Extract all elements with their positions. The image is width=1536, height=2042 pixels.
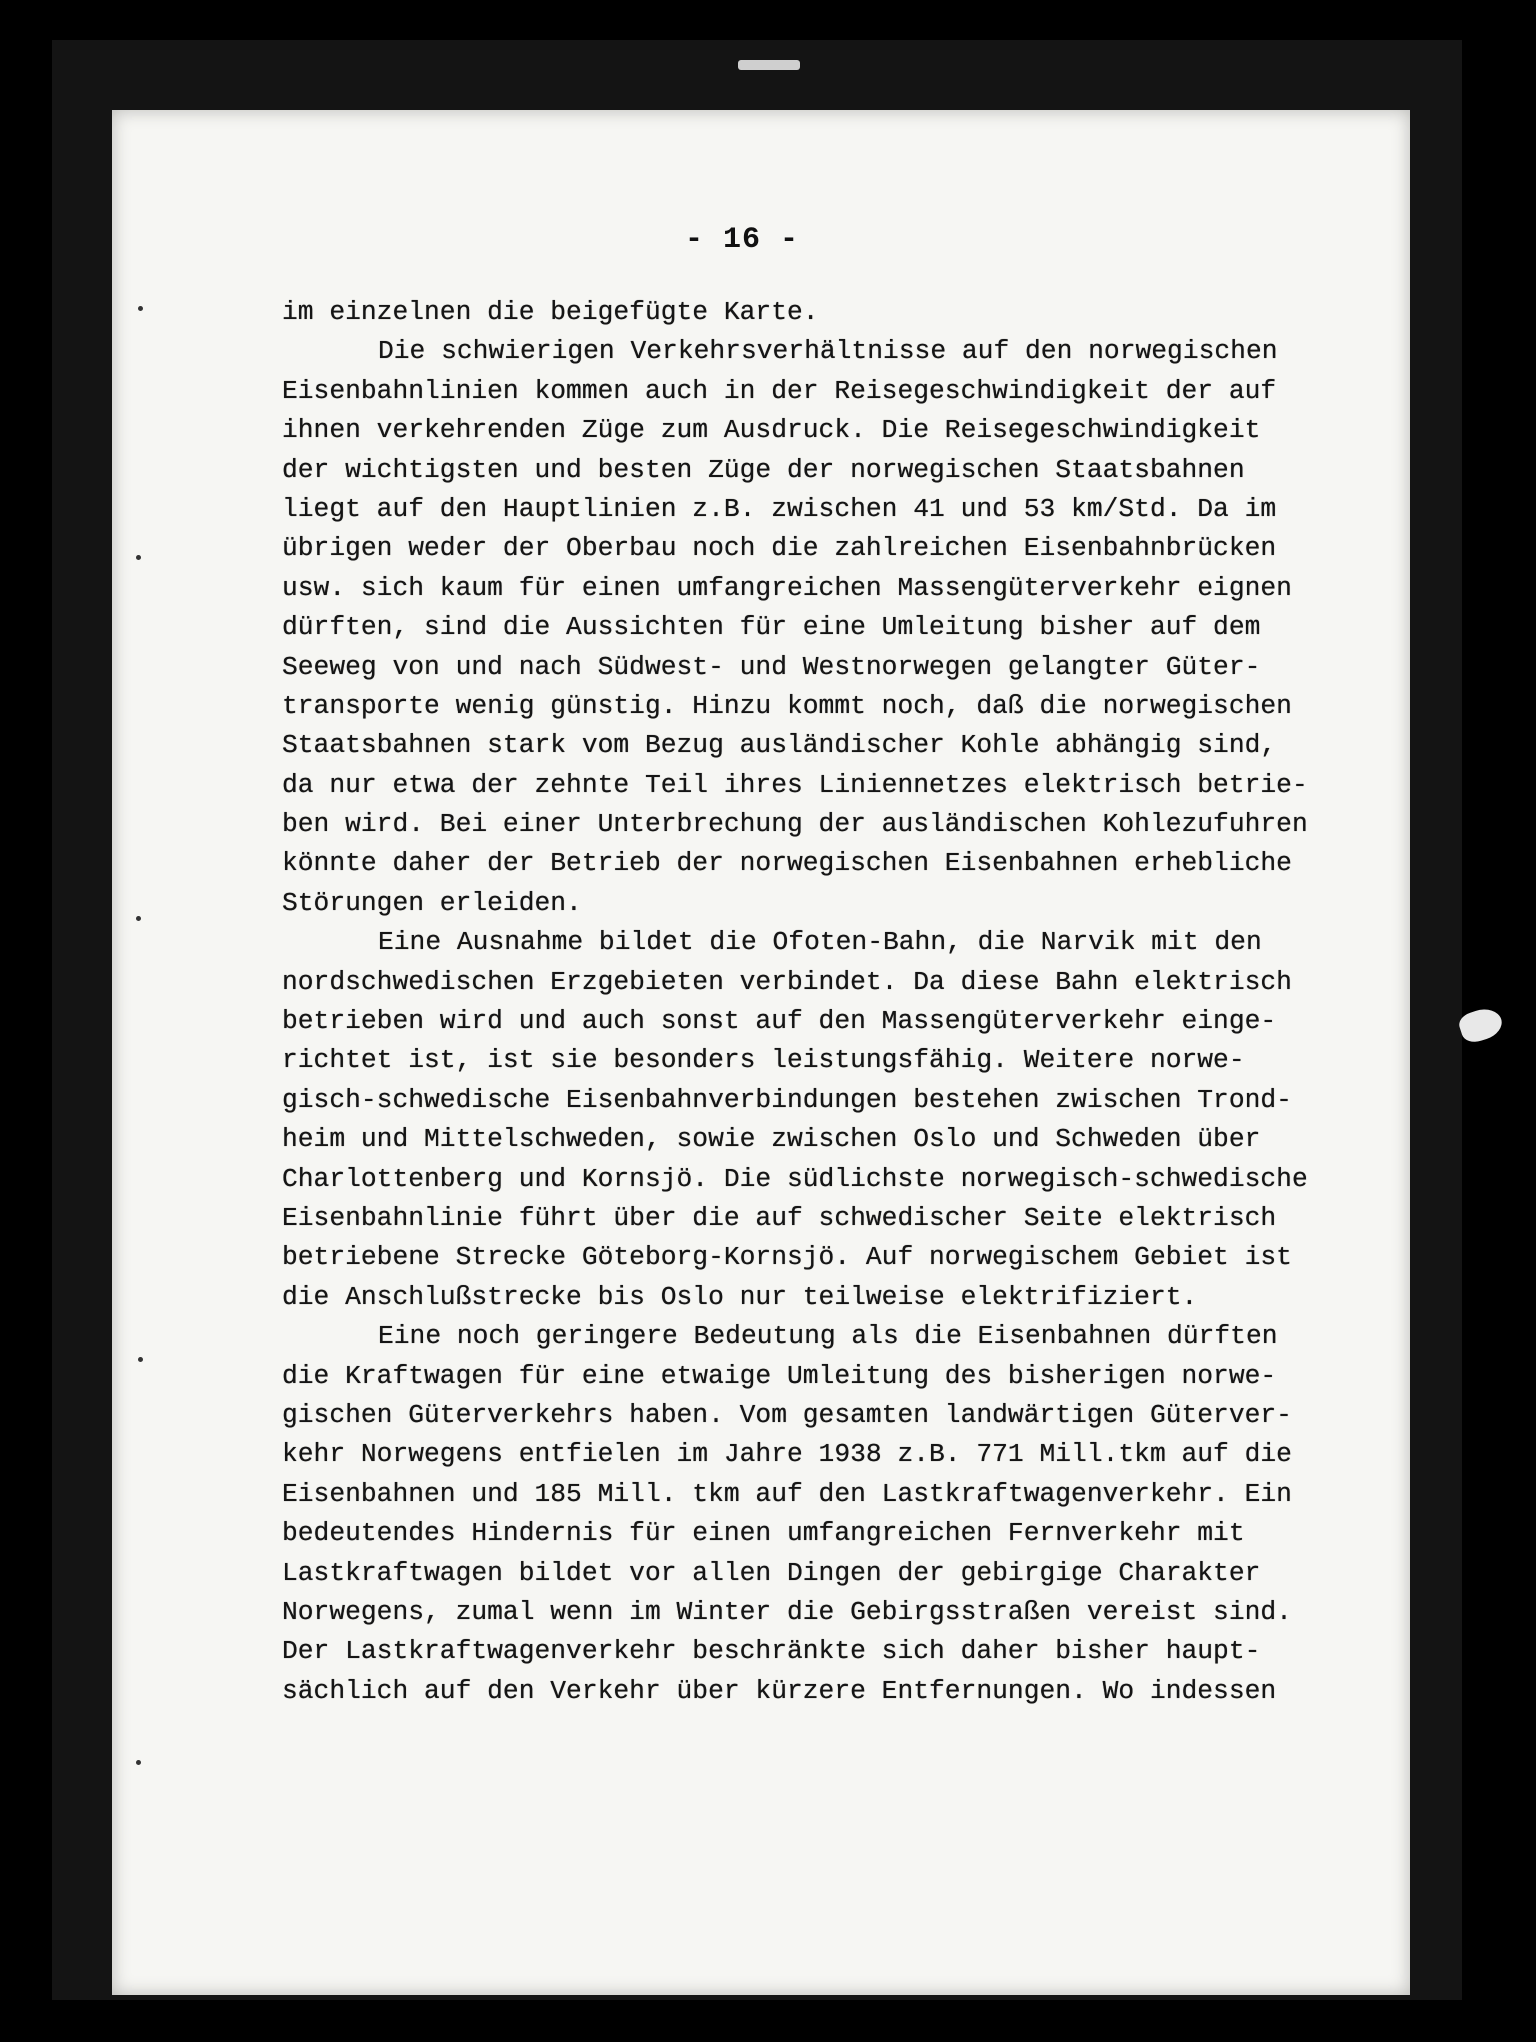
text-line: kehr Norwegens entfielen im Jahre 1938 z.B. 771 Mill.tkm auf die [282, 1439, 1292, 1470]
text-line: Die schwierigen Verkehrsverhältnisse auf den norwegischen [378, 336, 1278, 367]
film-mark [738, 60, 800, 70]
text-line: die Anschlußstrecke bis Oslo nur teilweise elektrifiziert. [282, 1281, 1198, 1312]
text-line: übrigen weder der Oberbau noch die zahlreichen Eisenbahnbrücken [282, 533, 1277, 564]
text-line: liegt auf den Hauptlinien z.B. zwischen 41 und 53 km/Std. Da im [282, 493, 1277, 524]
text-line: ihnen verkehrenden Züge zum Ausdruck. Die Reisegeschwindigkeit [282, 415, 1261, 446]
text-line: transporte wenig günstig. Hinzu kommt noch, daß die norwegischen [282, 690, 1292, 721]
text-line: Charlottenberg und Kornsjö. Die südlichste norwegisch-schwedische [282, 1163, 1308, 1194]
text-line: usw. sich kaum für einen umfangreichen Massengüterverkehr eignen [282, 572, 1292, 603]
text-line: Eisenbahnen und 185 Mill. tkm auf den Lastkraftwagenverkehr. Ein [282, 1478, 1292, 1509]
typed-page [112, 110, 1410, 1995]
text-line: die Kraftwagen für eine etwaige Umleitung des bisherigen norwe- [282, 1360, 1277, 1391]
text-line: richtet ist, ist sie besonders leistungsfähig. Weitere norwe- [282, 1045, 1245, 1076]
margin-speck [138, 306, 143, 311]
film-blemish [1456, 1004, 1505, 1046]
text-line: Norwegens, zumal wenn im Winter die Gebirgsstraßen vereist sind. [282, 1596, 1292, 1627]
margin-speck [138, 1357, 143, 1362]
margin-speck [136, 555, 141, 560]
text-line: Seeweg von und nach Südwest- und Westnorwegen gelangter Güter- [282, 651, 1261, 682]
text-line: bedeutendes Hindernis für einen umfangreichen Fernverkehr mit [282, 1518, 1245, 1549]
text-line: betrieben wird und auch sonst auf den Massengüterverkehr einge- [282, 1006, 1277, 1037]
text-line: sächlich auf den Verkehr über kürzere Entfernungen. Wo indessen [282, 1675, 1277, 1706]
text-line: da nur etwa der zehnte Teil ihres Liniennetzes elektrisch betrie- [282, 769, 1308, 800]
text-line: betriebene Strecke Göteborg-Kornsjö. Auf norwegischem Gebiet ist [282, 1242, 1292, 1273]
text-line: gisch-schwedische Eisenbahnverbindungen bestehen zwischen Trond- [282, 1084, 1292, 1115]
text-line: Eine Ausnahme bildet die Ofoten-Bahn, die Narvik mit den [378, 927, 1262, 958]
margin-speck [136, 1760, 141, 1765]
text-line: Der Lastkraftwagenverkehr beschränkte sich daher bisher haupt- [282, 1636, 1261, 1667]
text-line: Lastkraftwagen bildet vor allen Dingen der gebirgige Charakter [282, 1557, 1261, 1588]
text-line: könnte daher der Betrieb der norwegischen Eisenbahnen erhebliche [282, 848, 1292, 879]
text-line: Störungen erleiden. [282, 887, 582, 918]
margin-speck [136, 916, 141, 921]
text-line: Eine noch geringere Bedeutung als die Eisenbahnen dürften [378, 1321, 1278, 1352]
text-line: heim und Mittelschweden, sowie zwischen Oslo und Schweden über [282, 1124, 1261, 1155]
text-line: nordschwedischen Erzgebieten verbindet. Da diese Bahn elektrisch [282, 966, 1292, 997]
text-line: Eisenbahnlinie führt über die auf schwedischer Seite elektrisch [282, 1202, 1277, 1233]
page-number: - 16 - [684, 223, 800, 257]
text-line: der wichtigsten und besten Züge der norwegischen Staatsbahnen [282, 454, 1245, 485]
text-line: dürften, sind die Aussichten für eine Umleitung bisher auf dem [282, 612, 1261, 643]
text-line: Staatsbahnen stark vom Bezug ausländischer Kohle abhängig sind, [282, 730, 1277, 761]
text-line: im einzelnen die beigefügte Karte. [282, 297, 819, 327]
text-line: ben wird. Bei einer Unterbrechung der ausländischen Kohlezufuhren [282, 809, 1308, 840]
text-line: gischen Güterverkehrs haben. Vom gesamten landwärtigen Güterver- [282, 1399, 1292, 1430]
body-text [282, 293, 1402, 1711]
text-line: Eisenbahnlinien kommen auch in der Reisegeschwindigkeit der auf [282, 375, 1277, 406]
